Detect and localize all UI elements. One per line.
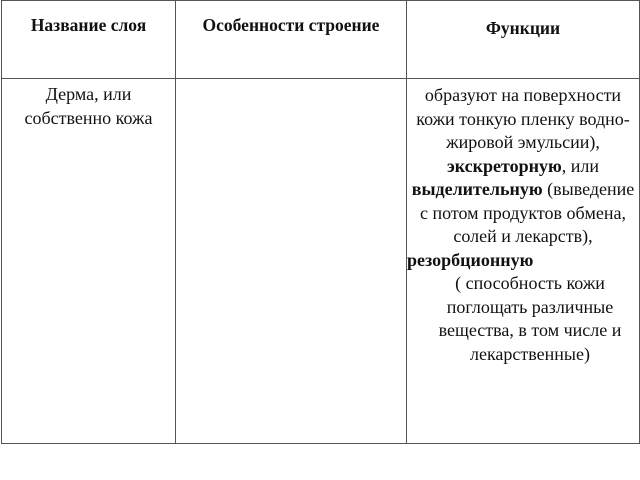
functions-term-excretory: экскреторную — [446, 155, 562, 176]
functions-part-4: ( способность кожи поглощать различные вещества, в том числе и лекарственные) — [438, 273, 622, 364]
cell-structure — [176, 79, 407, 444]
functions-text — [407, 79, 639, 366]
functions-part-3: (выведение с потом продуктов обмена, солей и лекарств), — [420, 179, 635, 246]
table-header-row — [2, 1, 640, 79]
table-row — [2, 79, 640, 444]
functions-part-1: образуют на поверхности кожи тонкую пленку водно-жировой эмульсии), — [416, 85, 630, 152]
header-functions: Функции — [485, 18, 561, 38]
functions-term-resorption: резорбционную — [407, 249, 534, 270]
cell-layer-name — [2, 79, 176, 444]
header-structure: Особенности строение — [202, 15, 380, 35]
layer-name: Дерма, или собственно кожа — [24, 84, 153, 128]
header-cell-functions — [407, 1, 640, 79]
header-cell-structure — [176, 1, 407, 79]
cell-functions — [407, 79, 640, 444]
header-layer-name: Название слоя — [30, 15, 147, 35]
functions-part-2: , или — [561, 155, 600, 176]
header-cell-layer-name — [2, 1, 176, 79]
layers-table — [1, 0, 640, 444]
functions-term-secretory: выделительную — [411, 179, 543, 199]
